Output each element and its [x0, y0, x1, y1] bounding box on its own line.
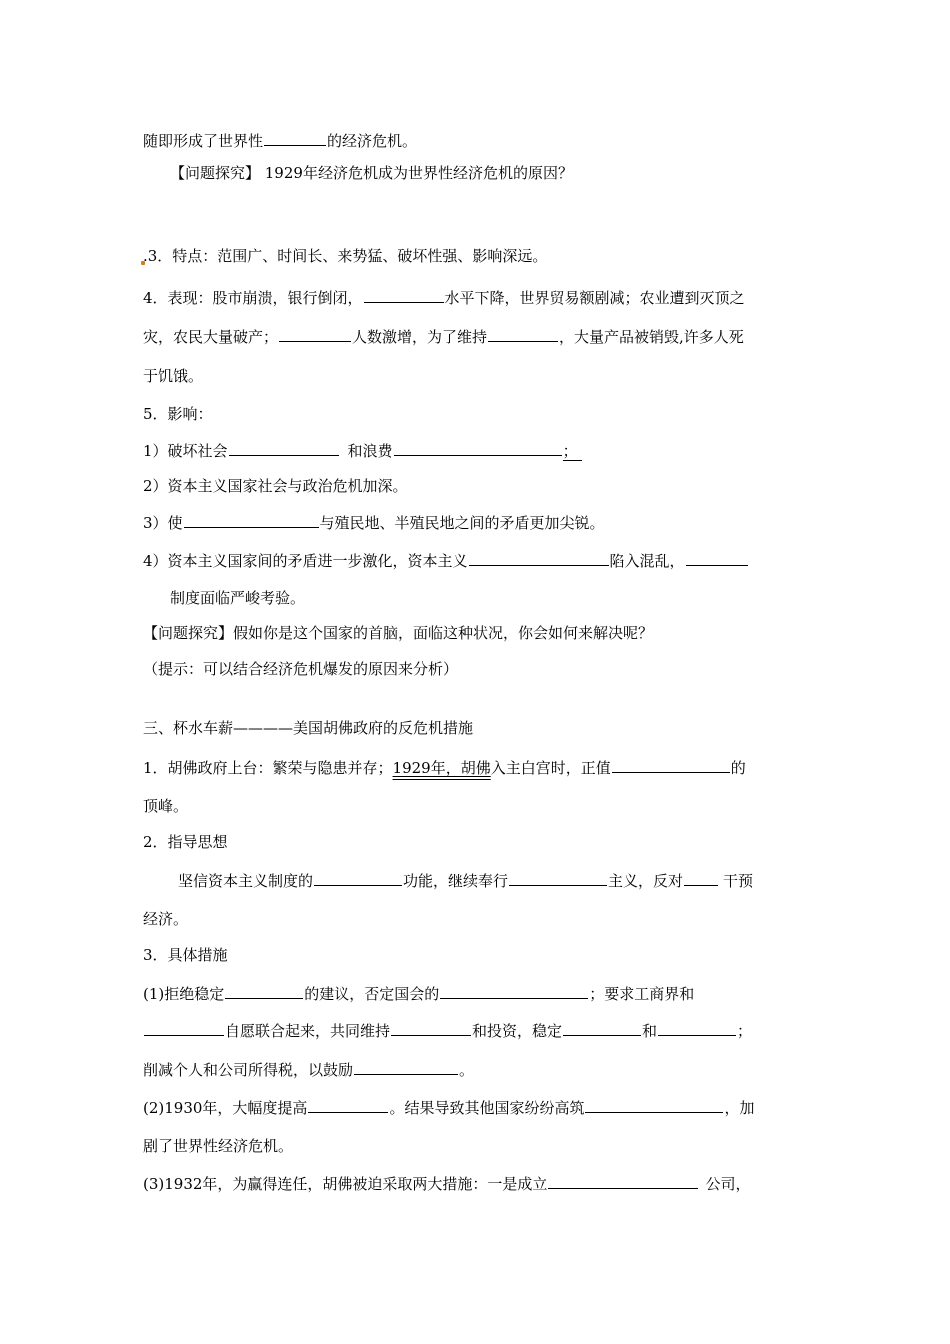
blank[interactable]: [585, 1097, 723, 1113]
line-impact-4: 4）资本主义国家间的矛盾进一步激化，资本主义 陷入混乱，: [143, 550, 749, 571]
blank[interactable]: [469, 550, 609, 566]
blank[interactable]: [394, 440, 562, 456]
blank[interactable]: [391, 1020, 471, 1036]
measure-1-cont: 自愿联合起来，共同维持 和投资，稳定 和 ；: [143, 1020, 752, 1041]
blank[interactable]: [684, 870, 718, 886]
blank[interactable]: [658, 1020, 736, 1036]
line-world-crisis: 随即形成了世界性 的经济危机。: [143, 132, 418, 150]
blank[interactable]: [686, 550, 748, 566]
line-manifestation: 4．表现：股市崩溃，银行倒闭， 水平下降，世界贸易额剧减；农业遭到灭顶之: [143, 289, 745, 307]
measure-2-result: 剧了世界性经济危机。: [143, 1137, 294, 1155]
blank[interactable]: [488, 326, 558, 342]
line-specific-measures: 3．具体措施: [143, 946, 228, 964]
blank[interactable]: [509, 870, 607, 886]
hint-text: （提示：可以结合经济危机爆发的原因来分析）: [143, 660, 459, 678]
line-economy: 经济。: [143, 910, 189, 928]
measure-2: (2)1930年，大幅度提高 。结果导致其他国家纷纷高筑 ，加: [143, 1099, 755, 1117]
blank[interactable]: [184, 512, 319, 528]
line-impact-heading: 5．影响：: [143, 405, 213, 423]
line-impact-1: 1）破坏社会 和浪费 ；: [143, 440, 582, 461]
section-three-title: 三、杯水车薪————美国胡佛政府的反危机措施: [143, 719, 474, 737]
line-farmers: 灾，农民大量破产； 人数激增，为了维持 ，大量产品被销毁,许多人死: [143, 328, 744, 346]
line-features: .3．特点：范围广、时间长、来势猛、破坏性强、影响深远。: [143, 247, 548, 265]
blank[interactable]: [314, 870, 402, 886]
line-impact-3: 3）使 与殖民地、半殖民地之间的矛盾更加尖锐。: [143, 514, 605, 532]
line-hunger: 于饥饿。: [143, 367, 204, 385]
line-guiding-thought: 2．指导思想: [143, 833, 228, 851]
line-peak: 顶峰。: [143, 797, 189, 815]
blank[interactable]: [548, 1173, 698, 1189]
blank[interactable]: [440, 983, 588, 999]
blank[interactable]: [354, 1059, 458, 1075]
line-system-test: 制度面临严峻考验。: [170, 589, 306, 607]
blank[interactable]: [308, 1097, 388, 1113]
question-explore-2: 【问题探究】假如你是这个国家的首脑，面临这种状况，你会如何来解决呢？: [143, 624, 654, 642]
line-hoover-office: 1．胡佛政府上台：繁荣与隐患并存；1929年，胡佛入主白宫时，正值 的: [143, 759, 746, 777]
line-impact-2: 2）资本主义国家社会与政治危机加深。: [143, 477, 408, 495]
measure-3: (3)1932年，为赢得连任，胡佛被迫采取两大措施：一是成立 公司，: [143, 1175, 751, 1193]
blank[interactable]: [225, 983, 303, 999]
blank[interactable]: [264, 130, 326, 146]
measure-1: (1)拒绝稳定 的建议，否定国会的 ；要求工商界和: [143, 985, 695, 1003]
blank[interactable]: [279, 326, 351, 342]
blank[interactable]: [144, 1020, 224, 1036]
line-belief: 坚信资本主义制度的 功能，继续奉行 主义，反对 干预: [178, 872, 754, 890]
blank[interactable]: [563, 1020, 641, 1036]
measure-1-tax: 削减个人和公司所得税，以鼓励 。: [143, 1061, 475, 1079]
blank[interactable]: [612, 757, 730, 773]
question-explore-1: 【问题探究】 1929年经济危机成为世界性经济危机的原因？: [170, 164, 573, 182]
blank[interactable]: [364, 287, 444, 303]
blank[interactable]: [229, 440, 339, 456]
